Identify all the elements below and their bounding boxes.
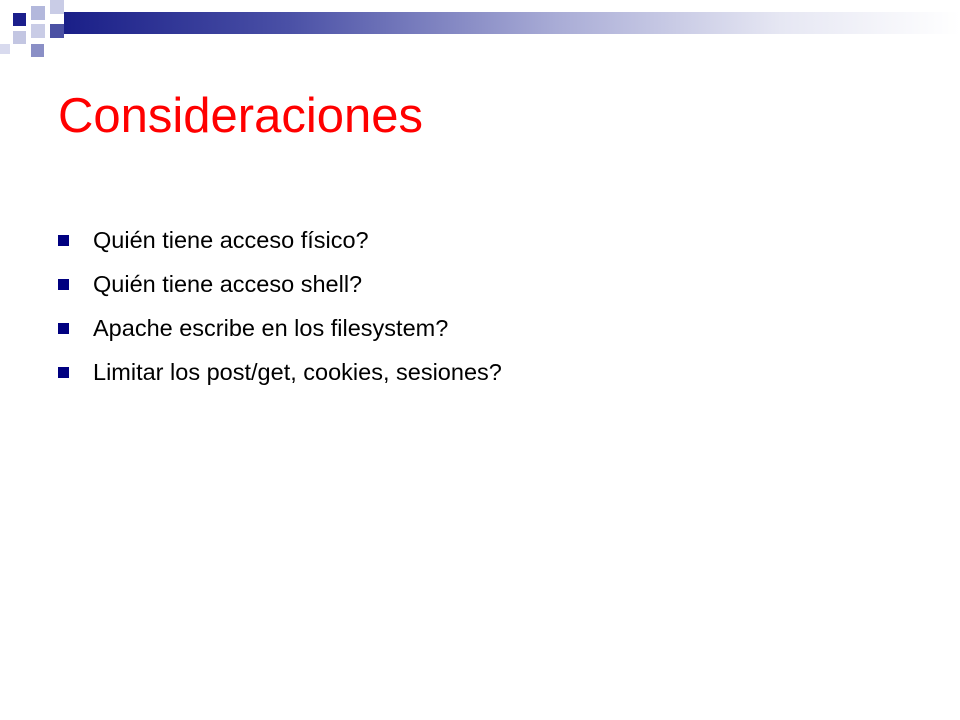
bullet-item [58, 350, 502, 394]
bullet-list [58, 218, 502, 394]
bullet-text: Limitar los post/get, cookies, sesiones? [93, 358, 502, 385]
slide-title: Consideraciones [58, 89, 423, 143]
square-bullet-icon [58, 367, 69, 378]
header-gradient-bar [64, 12, 960, 34]
square-bullet-icon [58, 323, 69, 334]
bullet-item [58, 306, 502, 350]
decorative-square [50, 24, 64, 38]
bullet-text: Quién tiene acceso físico? [93, 226, 369, 253]
decorative-square [50, 0, 64, 14]
decorative-square [13, 13, 26, 26]
square-bullet-icon [58, 235, 69, 246]
decorative-square [13, 31, 26, 44]
decorative-square [31, 6, 45, 20]
decorative-square [31, 24, 45, 38]
bullet-text: Quién tiene acceso shell? [93, 270, 363, 297]
square-bullet-icon [58, 279, 69, 290]
decorative-square [0, 44, 10, 54]
bullet-item [58, 218, 502, 262]
bullet-item [58, 262, 502, 306]
header-decoration [0, 0, 960, 60]
bullet-text: Apache escribe en los filesystem? [93, 314, 449, 341]
decorative-square [31, 44, 44, 57]
